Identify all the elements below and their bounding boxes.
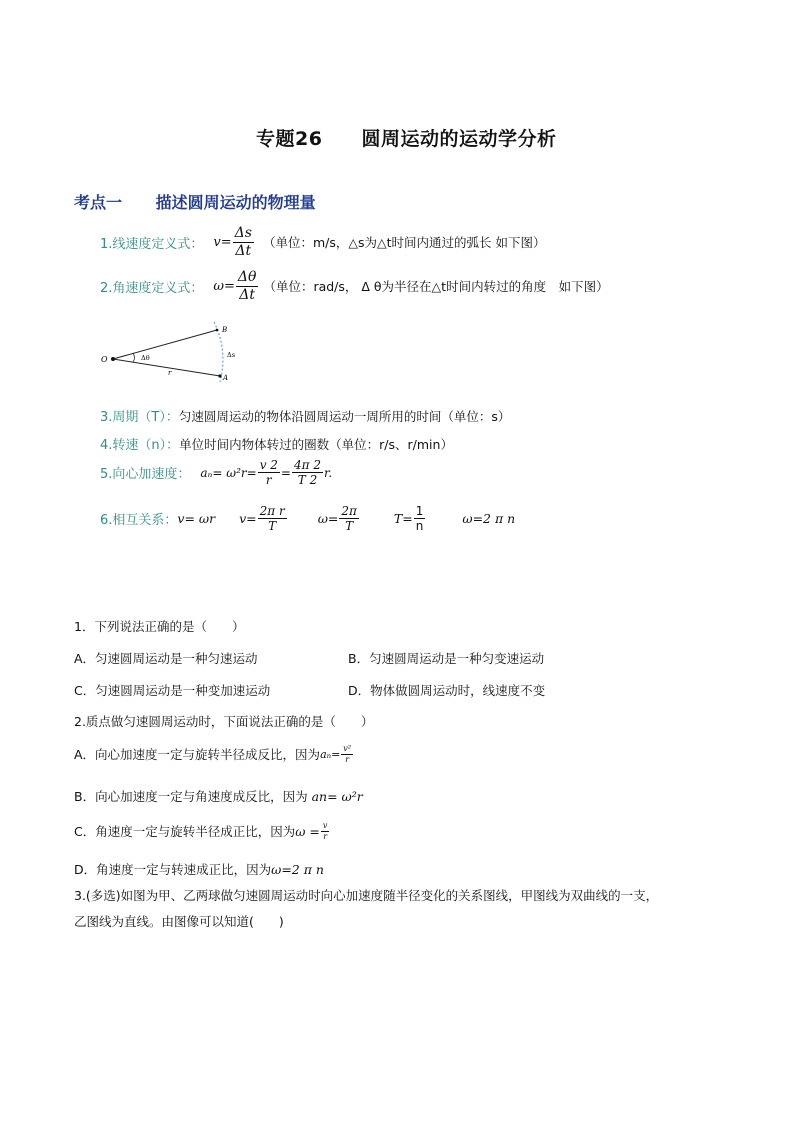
q2d-formula: ω=2 π n	[271, 861, 324, 877]
q2a-fraction	[341, 744, 353, 764]
def1-lhs: v=	[213, 234, 232, 250]
definition-relations	[100, 504, 515, 534]
label-dtheta: Δθ	[141, 354, 150, 362]
point-b	[216, 329, 219, 332]
question-3-line-1: 3.(多选)如图为甲、乙两球做匀速圆周运动时向心加速度随半径变化的关系图线，甲图线为双曲线的一支，	[74, 888, 659, 903]
definition-period	[100, 406, 510, 425]
def6-relation-5: ω=2 π n	[462, 511, 516, 527]
def5-f2-denominator: T 2	[297, 473, 318, 488]
q2d-text: D．角速度一定与转速成正比，因为	[74, 862, 272, 877]
def1-label: 1.线速度定义式：	[100, 236, 204, 252]
def6-relation-3-fraction	[339, 504, 359, 534]
label-r: r	[168, 369, 172, 377]
question-1-option-c: C．匀速圆周运动是一种变加速运动	[74, 683, 271, 698]
definition-centripetal-acceleration	[100, 458, 332, 488]
def2-numerator: Δθ	[237, 269, 257, 285]
point-a	[218, 374, 221, 377]
question-3-line-2: 乙图线为直线。由图像可以知道( )	[74, 914, 284, 929]
def5-f2-numerator: 4π 2	[293, 458, 321, 472]
def5-f1-denominator: r	[265, 473, 272, 488]
def6-relation-3-lhs: ω=	[317, 511, 339, 527]
def5-tail: r.	[323, 465, 333, 480]
section-heading	[74, 190, 316, 213]
def6-relation-2-lhs: v=	[239, 511, 257, 527]
def5-equals: =	[280, 465, 291, 480]
def3-label: 3.周期（T）：	[100, 410, 179, 425]
q2b-formula: an= ω²r	[311, 788, 363, 804]
page-title: 专题26 圆周运动的运动学分析	[256, 128, 557, 150]
def5-f1-numerator: v 2	[259, 458, 278, 472]
arc-diagram	[96, 320, 246, 385]
label-ds: Δs	[227, 351, 236, 359]
q2a-numerator: v²	[343, 744, 352, 753]
def6-r4-denominator: n	[415, 519, 424, 534]
q2c-numerator: v	[322, 821, 328, 830]
q2c-lhs: ω =	[295, 823, 320, 839]
def6-r2-numerator: 2π r	[259, 504, 285, 518]
def5-fraction-2	[292, 458, 323, 488]
q2c-text: C．角速度一定与旋转半径成正比，因为	[74, 824, 296, 840]
def2-lhs: ω=	[213, 278, 235, 294]
def2-label: 2.角速度定义式：	[100, 280, 204, 296]
definition-rotational-speed	[100, 434, 453, 453]
def5-label: 5.向心加速度：	[100, 467, 191, 483]
question-2-option-a	[74, 744, 354, 764]
section-label: 考点一	[74, 193, 123, 212]
def4-note: 单位时间内物体转过的圈数（单位：r/s、r/min）	[179, 436, 453, 452]
question-1-option-a: A．匀速圆周运动是一种匀速运动	[74, 651, 258, 666]
radius-ob	[113, 330, 217, 359]
definition-linear-velocity	[100, 225, 545, 260]
q2a-denominator: r	[345, 754, 350, 764]
question-1-option-b: B．匀速圆周运动是一种匀变速运动	[348, 651, 545, 666]
section-text: 描述圆周运动的物理量	[155, 193, 316, 212]
q2a-text: A．向心加速度一定与旋转半径成反比，因为	[74, 747, 321, 763]
def6-relation-2-fraction	[258, 504, 287, 534]
q2c-fraction	[321, 821, 330, 841]
label-a: A	[223, 374, 229, 382]
point-o	[111, 357, 115, 361]
def1-numerator: Δs	[234, 225, 252, 241]
def3-note: 匀速圆周运动的物体沿圆周运动一周所用的时间（单位：s）	[178, 408, 511, 424]
question-1-option-d: D．物体做圆周运动时，线速度不变	[348, 683, 546, 698]
def6-r2-denominator: T	[268, 519, 277, 534]
question-2-option-d	[74, 860, 324, 878]
question-2-option-c	[74, 821, 330, 841]
def2-note: （单位：rad/s， Δ θ为半径在△t时间内转过的角度 如下图）	[263, 279, 609, 295]
q2c-denominator: r	[323, 831, 328, 841]
def1-denominator: Δt	[235, 242, 252, 259]
definition-angular-velocity	[100, 269, 609, 304]
question-2-stem: 2.质点做匀速圆周运动时，下面说法正确的是（ ）	[74, 714, 374, 729]
def6-r3-numerator: 2π	[341, 504, 357, 518]
def1-fraction	[233, 225, 254, 260]
label-b: B	[222, 326, 228, 334]
def5-lhs: aₙ= ω²r=	[200, 465, 257, 480]
question-2-option-b	[74, 787, 363, 805]
q2b-text: B．向心加速度一定与角速度成反比，因为	[74, 789, 308, 804]
def2-fraction	[236, 269, 259, 304]
def4-label: 4.转速（n）：	[100, 438, 180, 453]
def6-r3-denominator: T	[345, 519, 354, 534]
def6-relation-4-lhs: T=	[393, 511, 413, 527]
def2-denominator: Δt	[239, 286, 256, 303]
def1-note: （单位：m/s，△s为△t时间内通过的弧长 如下图）	[262, 235, 546, 251]
label-o: O	[101, 355, 108, 364]
def6-r4-numerator: 1	[415, 504, 424, 518]
angle-arc	[133, 353, 135, 362]
def6-relation-4-fraction	[414, 504, 426, 534]
def6-relation-1: v= ωr	[177, 511, 216, 527]
radius-oa	[113, 359, 220, 376]
def6-label: 6.相互关系：	[100, 513, 178, 529]
question-1-stem: 1．下列说法正确的是（ ）	[74, 619, 245, 634]
q2a-lhs: aₙ=	[320, 747, 341, 761]
def5-fraction-1	[258, 458, 280, 488]
